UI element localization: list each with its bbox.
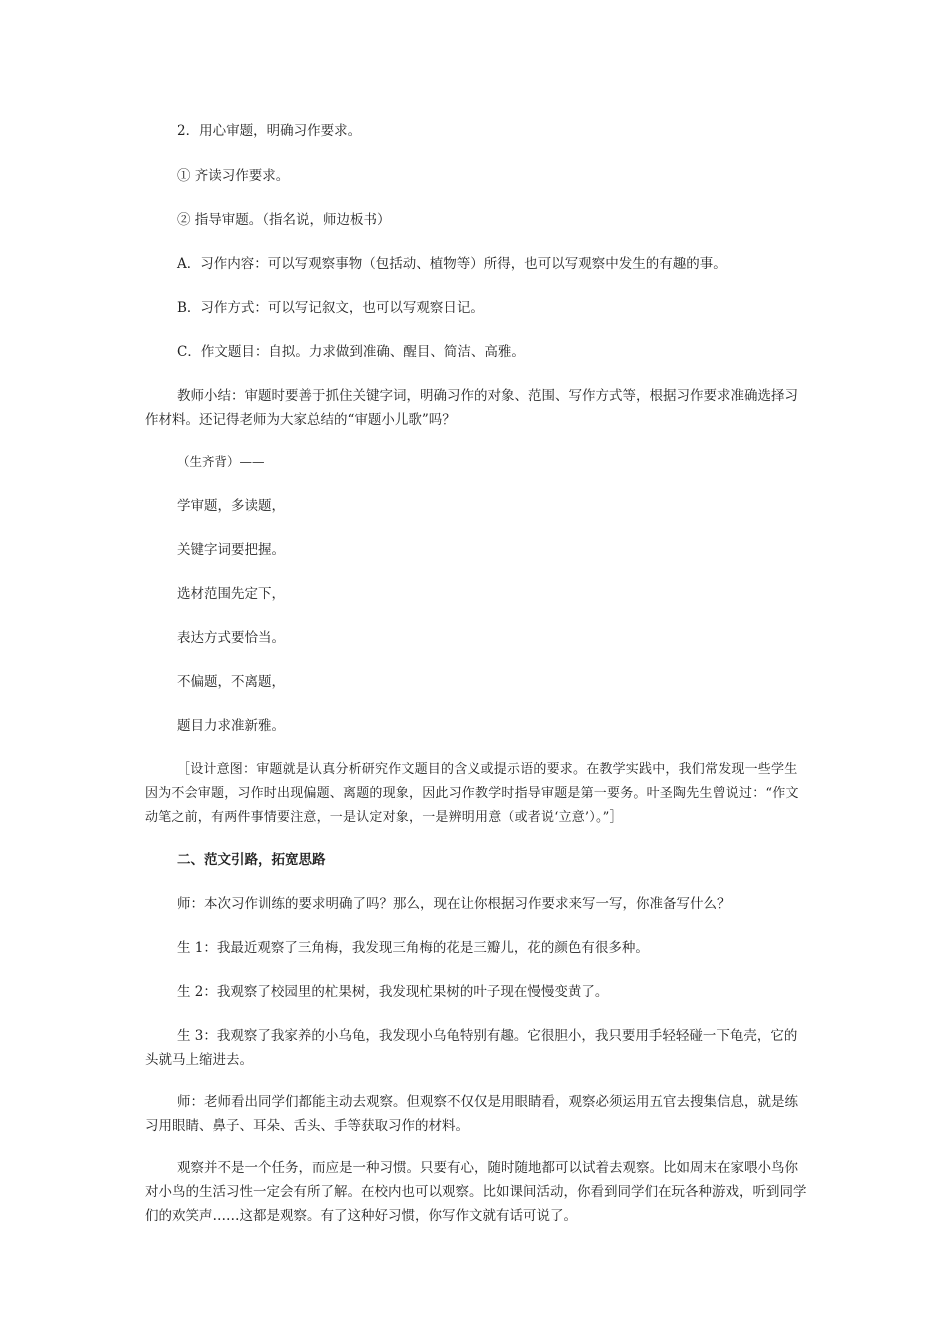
instruction-read: ① 齐读习作要求。 bbox=[177, 168, 290, 184]
poem-line: 关键字词要把握。 bbox=[177, 542, 285, 558]
student-answer-2: 生 2：我观察了校园里的杧果树，我发现杧果树的叶子现在慢慢变黄了。 bbox=[177, 984, 609, 1000]
poem-line: 学审题，多读题， bbox=[177, 498, 285, 514]
item-method: B．习作方式：可以写记叙文，也可以写观察日记。 bbox=[177, 300, 484, 316]
student-answer-3: 生 3：我观察了我家养的小乌龟，我发现小乌龟特别有趣。它很胆小，我只要用手轻轻碰一下龟壳，它的头就马上缩进去。 bbox=[145, 1028, 798, 1068]
design-intent: ［设计意图：审题就是认真分析研究作文题目的含义或提示语的要求。在教学实践中，我们常发现一些学生因为不会审题，习作时出现偏题、离题的现象，因此习作教学时指导审题是第一要务。叶圣陶先生曾说过：“作文动笔之前，有两件事情要注意，一是认定对象，一是辨明用意（或者说‘立意’）。”］ bbox=[145, 762, 799, 825]
closing-paragraph: 观察并不是一个任务，而应是一种习惯。只要有心，随时随地都可以试着去观察。比如周末在家喂小鸟你对小鸟的生活习性一定会有所了解。在校内也可以观察。比如课间活动，你看到同学们在玩各种游戏，听到同学们的欢笑声……这都是观察。有了这种好习惯，你写作文就有话可说了。 bbox=[145, 1160, 807, 1224]
section-heading: 二、范文引路，拓宽思路 bbox=[177, 852, 326, 868]
student-answer-1: 生 1：我最近观察了三角梅，我发现三角梅的花是三瓣儿，花的颜色有很多种。 bbox=[177, 940, 649, 956]
instruction-guide: ② 指导审题。（指名说，师边板书） bbox=[177, 212, 391, 228]
poem-line: 不偏题，不离题， bbox=[177, 674, 285, 690]
recite-note: （生齐背）—— bbox=[177, 454, 265, 469]
item-title: C．作文题目：自拟。力求做到准确、醒目、简洁、高雅。 bbox=[177, 344, 525, 360]
poem-line: 表达方式要恰当。 bbox=[177, 630, 285, 646]
item-content: A．习作内容：可以写观察事物（包括动、植物等）所得，也可以写观察中发生的有趣的事。 bbox=[177, 256, 727, 272]
poem-line: 题目力求准新雅。 bbox=[177, 718, 285, 734]
step-heading: 2．用心审题，明确习作要求。 bbox=[177, 123, 362, 139]
poem-line: 选材范围先定下， bbox=[177, 586, 285, 602]
teacher-question: 师：本次习作训练的要求明确了吗？那么，现在让你根据习作要求来写一写，你准备写什么？ bbox=[177, 896, 731, 912]
teacher-summary: 教师小结：审题时要善于抓住关键字词，明确习作的对象、范围、写作方式等，根据习作要求准确选择习作材料。还记得老师为大家总结的“审题小儿歌”吗？ bbox=[145, 388, 798, 428]
teacher-comment: 师：老师看出同学们都能主动去观察。但观察不仅仅是用眼睛看，观察必须运用五官去搜集信息，就是练习用眼睛、鼻子、耳朵、舌头、手等获取习作的材料。 bbox=[145, 1094, 798, 1134]
